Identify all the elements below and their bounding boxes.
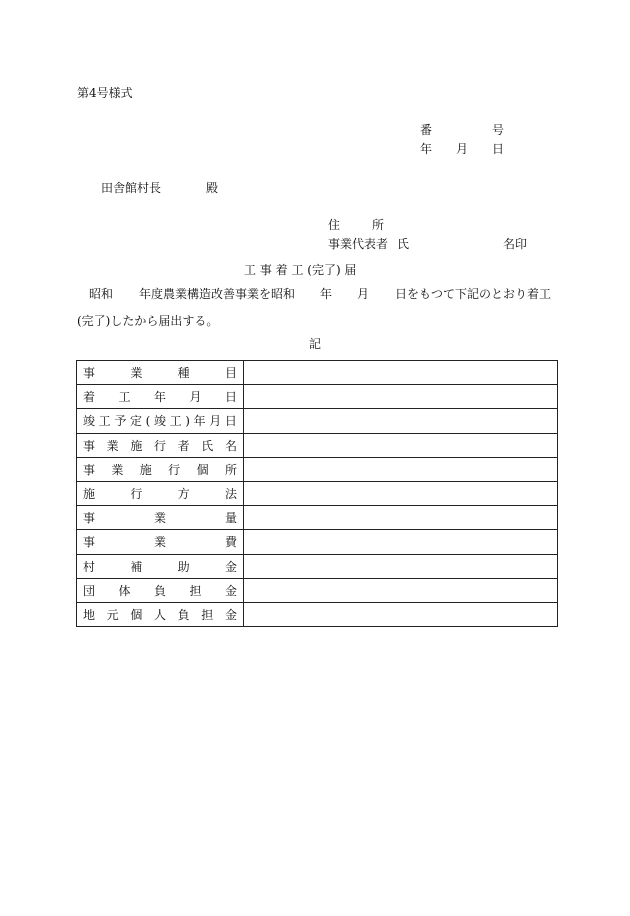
row-label-char: 事 [83, 511, 96, 526]
row-label [77, 530, 244, 554]
row-label-char: 負 [177, 607, 190, 622]
row-label-char: 行 [130, 487, 143, 502]
row-label-char: 施 [83, 487, 96, 502]
form-number: 第4号様式 [77, 86, 133, 100]
row-label-char: 個 [130, 607, 143, 622]
row-label-char: 金 [224, 583, 237, 598]
row-label [77, 578, 244, 602]
table-row [77, 385, 558, 409]
row-label-char: 年 [153, 390, 166, 405]
row-label-char: 地 [83, 607, 96, 622]
row-label-char: 施 [130, 438, 143, 453]
row-label-char: 工 [98, 414, 111, 429]
row-label-char: 月 [209, 414, 222, 429]
body-showa: 昭和 [89, 287, 114, 301]
row-value-field[interactable] [244, 578, 558, 602]
row-label-char: 事 [83, 462, 96, 477]
row-label-char: 竣 [153, 414, 166, 429]
row-value-field[interactable] [244, 506, 558, 530]
reference-go: 号 [492, 123, 505, 137]
row-label-char: 金 [224, 559, 237, 574]
row-label-char: 氏 [201, 438, 214, 453]
body-month: 月 [357, 287, 370, 301]
table-row [77, 506, 558, 530]
row-label-char: 日 [224, 390, 237, 405]
row-label [77, 506, 244, 530]
row-label-char: 事 [83, 535, 96, 550]
table-row [77, 554, 558, 578]
row-label-char: 体 [118, 583, 131, 598]
table-row [77, 409, 558, 433]
row-label-char: 行 [153, 438, 166, 453]
row-value-field[interactable] [244, 457, 558, 481]
row-label [77, 554, 244, 578]
row-label-char: 業 [153, 511, 166, 526]
row-label-char: 量 [224, 511, 237, 526]
row-label-char: 負 [153, 583, 166, 598]
row-label-char: 日 [224, 414, 237, 429]
name-label: 氏 [397, 237, 410, 251]
table-row [77, 457, 558, 481]
body-year: 年 [320, 287, 333, 301]
body-line-2: (完了)したから届出する。 [77, 314, 219, 328]
row-label-char: 業 [130, 366, 143, 381]
row-label-char: 定 [129, 414, 142, 429]
row-label [77, 433, 244, 457]
recipient-honorific: 殿 [206, 181, 219, 195]
row-label-char: 費 [224, 535, 237, 550]
row-label [77, 409, 244, 433]
row-label [77, 602, 244, 626]
row-label-char: 者 [177, 438, 190, 453]
row-label-char: ) [185, 413, 190, 428]
row-label-char: 人 [153, 607, 166, 622]
row-label-char: 金 [224, 607, 237, 622]
address-label-1: 住 [328, 218, 341, 232]
row-label-char: 法 [224, 487, 237, 502]
row-value-field[interactable] [244, 433, 558, 457]
row-value-field[interactable] [244, 361, 558, 385]
row-label-char: 担 [201, 607, 214, 622]
seal-label: 名印 [503, 237, 528, 251]
row-value-field[interactable] [244, 554, 558, 578]
table-row [77, 361, 558, 385]
representative-label: 事業代表者 [328, 237, 389, 251]
row-label [77, 385, 244, 409]
row-label-char: 月 [189, 390, 202, 405]
reference-ban: 番 [420, 123, 433, 137]
row-value-field[interactable] [244, 385, 558, 409]
table-row [77, 530, 558, 554]
row-label-char: 村 [83, 559, 96, 574]
row-label-char: 元 [106, 607, 119, 622]
table-row [77, 578, 558, 602]
row-label-char: 補 [130, 559, 143, 574]
row-label-char: 個 [196, 462, 209, 477]
row-label-char: 工 [118, 390, 131, 405]
row-label-char: 竣 [83, 414, 96, 429]
row-label-char: 担 [189, 583, 202, 598]
date-day: 日 [492, 142, 505, 156]
row-label-char: 名 [224, 438, 237, 453]
row-value-field[interactable] [244, 530, 558, 554]
row-label [77, 481, 244, 505]
document-title: 工 事 着 工 (完了) 届 [244, 263, 357, 277]
row-value-field[interactable] [244, 409, 558, 433]
date-year: 年 [420, 142, 433, 156]
row-value-field[interactable] [244, 602, 558, 626]
row-label-char: 業 [111, 462, 124, 477]
ki-heading: 記 [309, 337, 322, 351]
date-month: 月 [456, 142, 469, 156]
row-label-char: 予 [114, 414, 127, 429]
row-label-char: 種 [177, 366, 190, 381]
row-value-field[interactable] [244, 481, 558, 505]
row-label-char: 行 [168, 462, 181, 477]
row-label-char: ( [145, 413, 151, 428]
row-label [77, 361, 244, 385]
row-label-char: 工 [169, 414, 182, 429]
row-label-char: 目 [224, 366, 237, 381]
recipient: 田舎館村長 [101, 181, 162, 195]
row-label-char: 助 [177, 559, 190, 574]
row-label-char: 団 [83, 583, 96, 598]
row-label-char: 着 [83, 390, 96, 405]
address-label-2: 所 [372, 218, 385, 232]
row-label-char: 施 [139, 462, 152, 477]
body-segment-2: 日をもつて下記のとおり着工 [395, 287, 552, 301]
row-label-char: 方 [177, 487, 190, 502]
row-label-char: 業 [106, 438, 119, 453]
details-table [76, 360, 558, 627]
row-label-char: 事 [83, 366, 96, 381]
row-label-char: 所 [224, 462, 237, 477]
row-label [77, 457, 244, 481]
table-row [77, 433, 558, 457]
row-label-char: 年 [193, 414, 206, 429]
row-label-char: 事 [83, 438, 96, 453]
row-label-char: 業 [153, 535, 166, 550]
body-segment-1: 年度農業構造改善事業を昭和 [139, 287, 296, 301]
table-row [77, 481, 558, 505]
table-row [77, 602, 558, 626]
